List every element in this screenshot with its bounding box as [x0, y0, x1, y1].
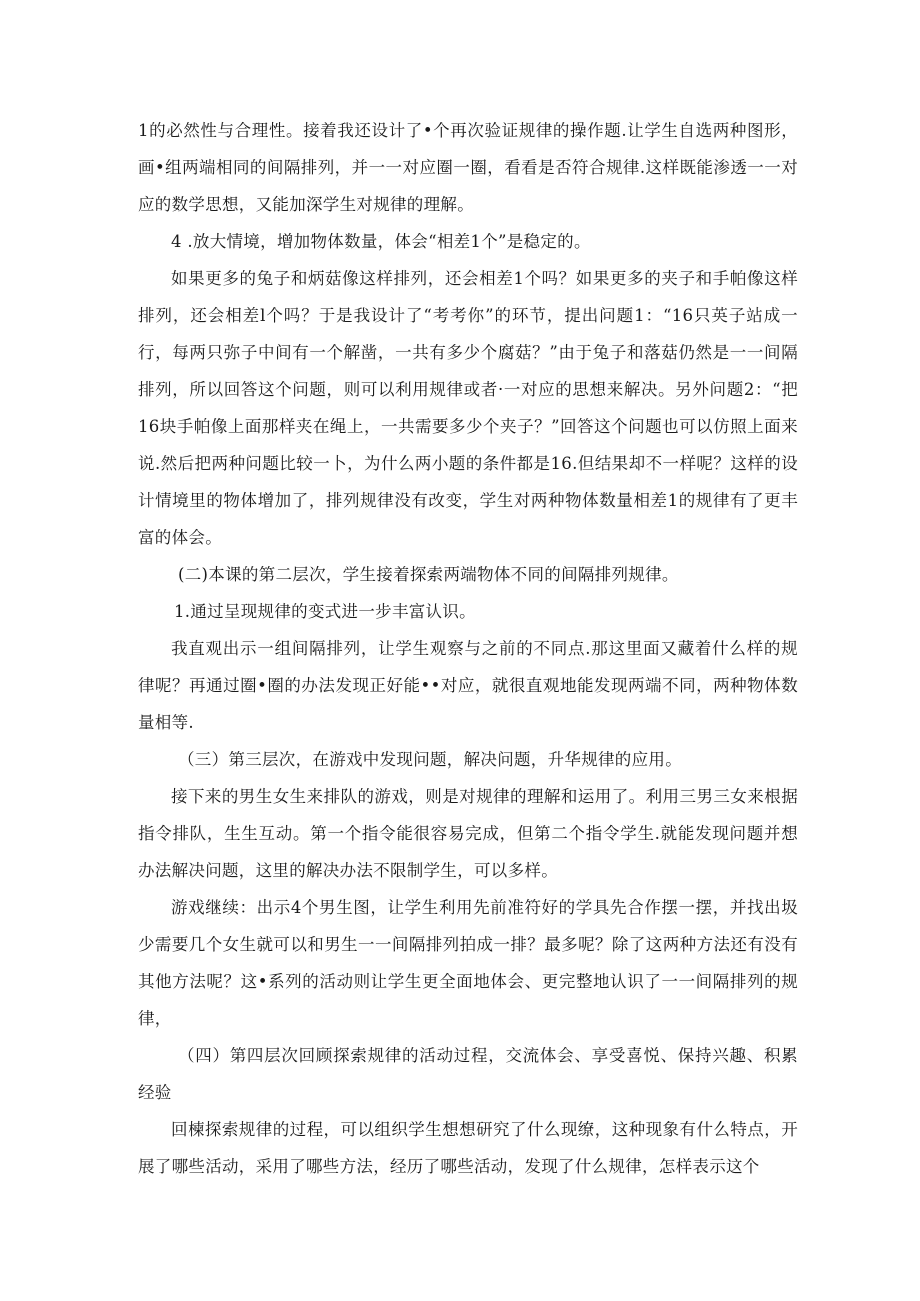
paragraph-more-objects: 如果更多的兔子和炳菇像这样排列，还会相差1个吗？如果更多的夹子和手帕像这样排列，还会相差l个吗？于是我设计了“考考你”的环节，提出问题1：“16只英子站成一行，每两只弥子中间有一个解凿，一共有多少个腐菇？”由于兔子和落菇仍然是一一间隔排列，所以回答这个问题，则可以利用规律或者·一对应的思想来解决。另外问题2：“把16块手帕像上面那样夹在绳上，一共需要多少个夹子？”回答这个问题也可以仿照上面来说.然后把两种问题比较一卜，为什么两小题的条件都是16.但结果却不一样呢？这样的设计情境里的物体增加了，排列规律没有改变，学生对两种物体数量相差1的规律有了更丰富的体会。 [138, 269, 798, 547]
paragraph-different-ends: 我直观出示一组间隔排列，让学生观察与之前的不同点.那这里面又藏着什么样的规律呢？再通过圈•圈的办法发现正好能••对应，就很直观地能发现两端不同，两种物体数量相等. [138, 639, 798, 732]
section-heading-level-four: （四）第四层次回顾探索规律的活动过程，交流体会、享受喜悦、保持兴趣、积累经验 [138, 1046, 798, 1102]
paragraph-boys-girls-game: 接下来的男生女生来排队的游戏，则是对规律的理解和运用了。利用三男三女来根据指令排队，生生互动。第一个指令能很容易完成，但第二个指令学生.就能发现问题并想办法解决问题，这里的解决办法不限制学生，可以多样。 [138, 787, 798, 880]
section-heading-level-two: (二)本课的第二层次，学生接着探索两端物体不同的间隔排列规律。 [178, 565, 679, 584]
section-heading-variant: 1.通过呈现规律的变式进一步丰富认识。 [174, 602, 476, 621]
document-body [138, 112, 798, 1185]
paragraph-game-continue: 游戏继续：出示4个男生图，让学生利用先前准符好的学具先合作摆一摆，并找出圾少需要几个女生就可以和男生一一间隔排列拍成一排？最多呢？除了这两种方法还有没有其他方法呢？这•系列的活动则让学生更全面地体会、更完整地认识了一一间隔排列的规律， [138, 898, 798, 1028]
section-heading-enlarge-scene: 4 .放大情境，增加物体数量，体会“相差1个”是稳定的。 [171, 232, 591, 251]
paragraph-verify-rule: 1的必然性与合理性。接着我还设计了•个再次验证规律的操作题.让学生自选两种图形，画•组两端相同的间隔排列，并一一对应圈一圈，看看是否符合规律.这样既能渗透一一对应的数学思想，又能加深学生对规律的理解。 [138, 121, 798, 214]
paragraph-review-process: 回楝探索规律的过程，可以组织学生想想研究了什么现缭，这种现象有什么特点，开展了哪些活动，采用了哪些方法，经历了哪些活动，发现了什么规律，怎样表示这个 [138, 1120, 798, 1176]
section-heading-level-three: （三）第三层次，在游戏中发现问题，解决问题，升华规律的应用。 [178, 750, 682, 769]
